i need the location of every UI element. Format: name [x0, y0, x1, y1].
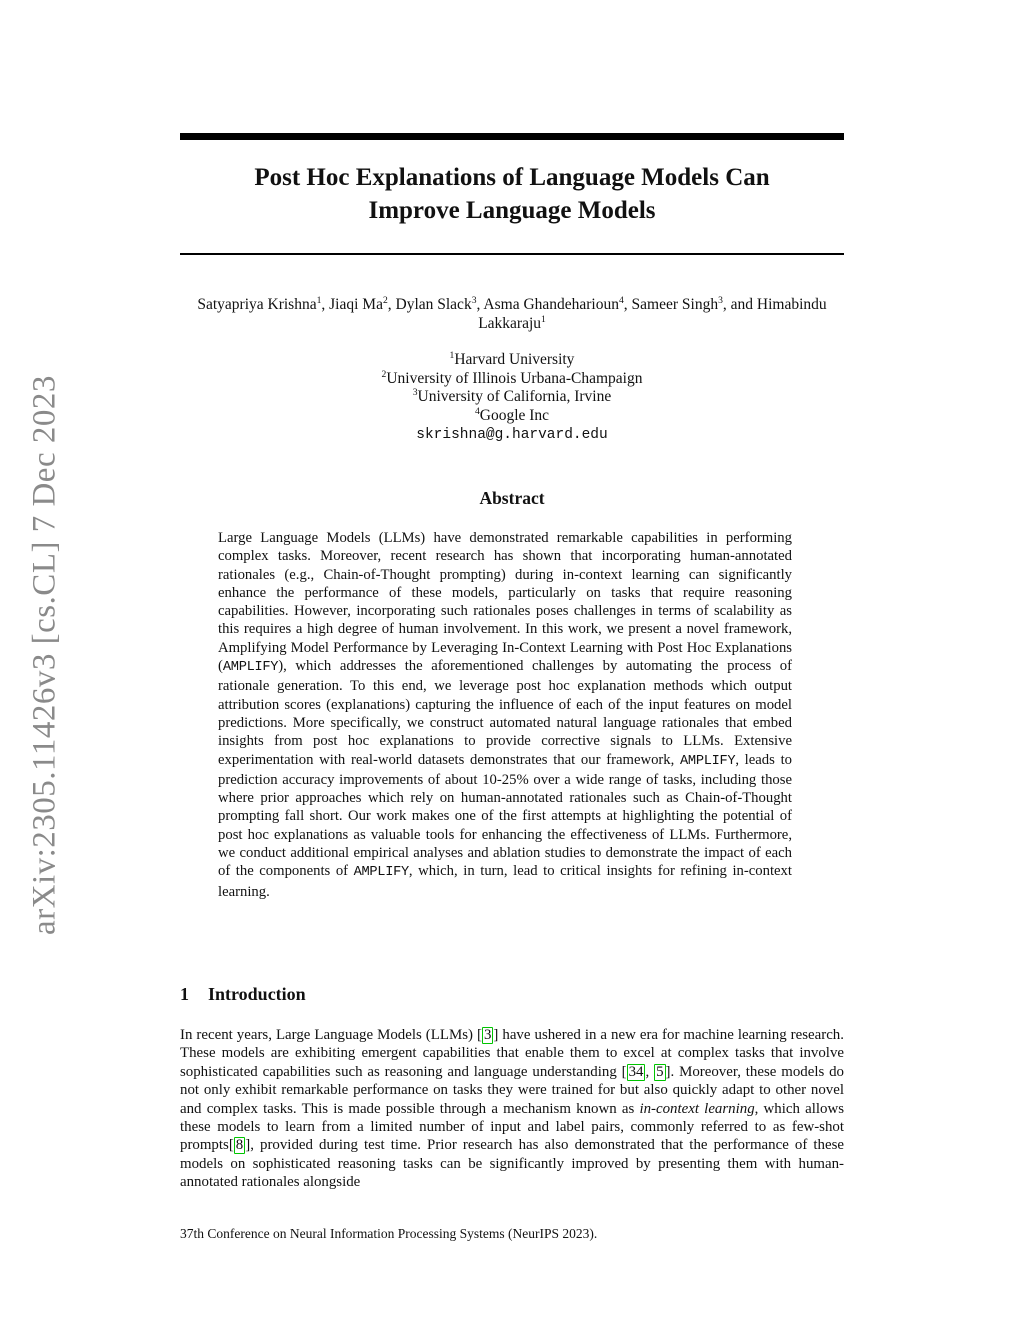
paper-title [180, 161, 844, 227]
title-rule-bottom [180, 253, 844, 255]
author: Dylan Slack$^3$ [395, 294, 477, 313]
author: Himabindu Lakkaraju$^1$ [478, 296, 827, 332]
framework-name: AMPLIFY [353, 865, 409, 881]
author: Asma Ghandeharioun$^4$ [483, 294, 624, 313]
framework-name: AMPLIFY [222, 660, 279, 676]
author: Sameer Singh$^3$ [631, 294, 723, 313]
paper-title-line2: Improve Language Models [368, 197, 656, 224]
author-affiliation-mark: 1 [316, 294, 322, 306]
citation-number[interactable]: 3 [483, 1027, 492, 1043]
citation-link[interactable]: [ 8 ] [228, 1137, 251, 1154]
section-number: 1 [180, 984, 189, 1004]
affiliation-number: 4 [474, 405, 480, 417]
contact-email: skrishna@g.harvard.edu [416, 427, 608, 444]
conference-footnote: 37th Conference on Neural Information Processing Systems (NeurIPS 2023). [180, 1226, 598, 1241]
abstract-heading: Abstract [479, 488, 545, 508]
arxiv-watermark: arXiv:2305.11426v3 [cs.CL] 7 Dec 2023 [26, 375, 63, 935]
affiliation-number: 1 [449, 349, 455, 361]
paper-page [180, 0, 844, 1325]
author-affiliation-mark: 3 [718, 294, 723, 306]
affiliation-line: $^3$University of California, Irvine [412, 387, 612, 406]
citation-number[interactable]: 34 [628, 1063, 644, 1080]
emphasized-term: in-context learning [639, 1100, 755, 1117]
citation-number[interactable]: 5 [656, 1063, 664, 1080]
title-rule-top [180, 133, 844, 140]
abstract-text: Large Language Models (LLMs) have demonstrated remarkable capabilities in performing complex tasks. Moreover, recent research has shown that incorporating human-annotated rationales (e.g., Chain-of-Thought prompting) during in-context learning can significantly enhance the performance of these models, particularly on tasks that require reasoning capabilities. However, incorporating such rationales poses challenges in terms of scalability as this requires a high degree of human involvement. In this work, we present a novel framework, Amplifying Model Performance by Leveraging In-Context Learning with Post Hoc Explanations (AMPLIFY), which addresses the aforementioned challenges by automating the process of rationale generation. To this end, we leverage post hoc explanation methods which output attribution scores (explanations) capturing the influence of each of the input features on model predictions. More specifically, we construct automated natural language rationales that embed insights from post hoc explanations to provide corrective signals to LLMs. Extensive experimentation with real-world datasets demonstrates that our framework, AMPLIFY, leads to prediction accuracy improvements of about 10-25% over a wide range of tasks, including those where prior approaches which rely on human-annotated rationales such as Chain-of-Thought prompting fall short. Our work makes one of the first attempts at highlighting the potential of post hoc explanations as valuable tools for enhancing the effectiveness of LLMs. Furthermore, we conduct additional empirical analyses and ablation studies to demonstrate the impact of each of the components of AMPLIFY, which, in turn, lead to critical insights for refining in-context learning. [218, 530, 792, 900]
framework-name: AMPLIFY [680, 753, 736, 769]
author-affiliation-mark: 4 [619, 294, 624, 306]
section-heading-introduction [180, 984, 844, 1005]
paper-title-line1: Post Hoc Explanations of Language Models Can [254, 164, 770, 191]
author: Satyapriya Krishna$^1$ [197, 294, 322, 313]
author-list: Satyapriya Krishna$^1$, Jiaqi Ma$^2$, Dylan Slack$^3$, Asma Ghandeharioun$^4$, Sameer Singh$^3$, and Himabindu Lakkaraju$^1$ [197, 294, 827, 332]
citation-number[interactable]: 8 [235, 1137, 244, 1154]
affiliation-line: $^2$University of Illinois Urbana-Champaign [381, 368, 643, 387]
affiliation-list [180, 351, 844, 445]
affiliation-number: 3 [412, 387, 418, 399]
affiliation-line: $^1$Harvard University [449, 349, 575, 368]
citation-link[interactable]: [ 3 ] [476, 1027, 499, 1043]
author-affiliation-mark: 3 [471, 294, 477, 306]
citation-link[interactable]: [ 34 , 5 ] [621, 1063, 671, 1080]
author-affiliation-mark: 2 [382, 294, 388, 306]
affiliation-lines [180, 351, 844, 425]
author: Jiaqi Ma$^2$ [329, 294, 388, 313]
author-affiliation-mark: 1 [541, 313, 546, 325]
affiliation-line: $^4$Google Inc [474, 405, 550, 424]
introduction-text: In recent years, Large Language Models (LLMs) [ 3 ] have ushered in a new era for machine learning research. These models are exhibiting emergent capabilities that enable them to excel at complex tasks that involve sophisticated capabilities such as reasoning and language understanding [ 34 , 5 ]. Moreover, these models do not only exhibit remarkable performance on tasks they were trained for but also quickly adapt to other novel and complex tasks. This is made possible through a mechanism known as in-context learning, which allows these models to learn from a limited number of input and label pairs, commonly referred to as few-shot prompts[ 8 ], provided during test time. Prior research has also demonstrated that the performance of these models on sophisticated reasoning tasks can be significantly improved by presenting them with human-annotated rationales alongside [180, 1027, 845, 1191]
affiliation-number: 2 [381, 368, 387, 380]
section-title: Introduction [208, 984, 306, 1004]
